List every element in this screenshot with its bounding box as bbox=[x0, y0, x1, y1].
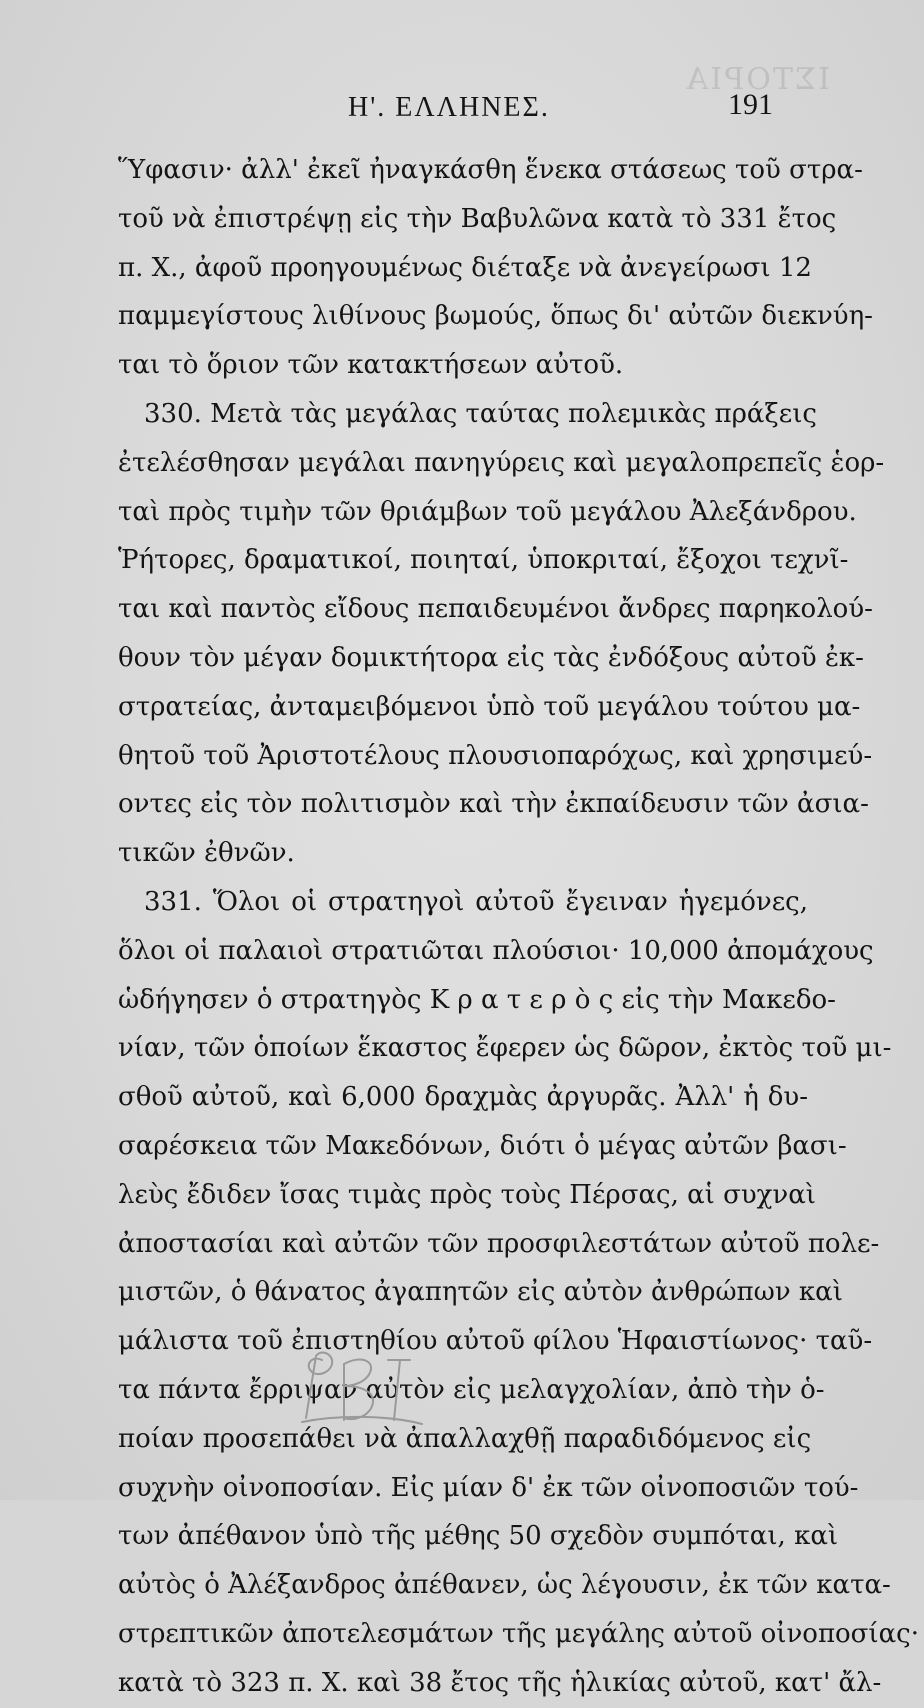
text-line: ποίαν προσεπάθει νὰ ἀπαλλαχθῇ παραδιδόμενος εἰς bbox=[118, 1423, 812, 1454]
text-line: συχνὴν οἰνοποσίαν. Εἰς μίαν δ' ἐκ τῶν οἰνοποσιῶν τού- bbox=[118, 1472, 859, 1503]
text-line: αὐτὸς ὁ Ἀλέξανδρος ἀπέθανεν, ὡς λέγουσιν, ἐκ τῶν κατα- bbox=[118, 1570, 891, 1601]
text-line: Ῥήτορες, δραματικοί, ποιηταί, ὑποκριταί, ἔξοχοι τεχνῖ- bbox=[118, 545, 849, 576]
text-line: σθοῦ αὐτοῦ, καὶ 6,000 δραχμὰς ἀργυρᾶς. Ἀλλ' ἡ δυ- bbox=[118, 1082, 808, 1113]
text-line: νίαν, τῶν ὁποίων ἕκαστος ἔφερεν ὡς δῶρον, ἐκτὸς τοῦ μι- bbox=[118, 1033, 892, 1064]
text-line: ται καὶ παντὸς εἴδους πεπαιδευμένοι ἄνδρες παρηκολού- bbox=[118, 594, 873, 625]
paragraph-331-start: 331. Ὅλοι οἱ στρατηγοὶ αὐτοῦ ἔγειναν ἡγεμόνες, bbox=[144, 886, 808, 917]
paragraph-330-start: 330. Μετὰ τὰς μεγάλας ταύτας πολεμικὰς πράξεις bbox=[144, 398, 817, 429]
text-line: Ὕφασιν· ἀλλ' ἐκεῖ ἠναγκάσθη ἕνεκα στάσεως τοῦ στρα- bbox=[118, 155, 863, 185]
text-line: κατὰ τὸ 323 π. Χ. καὶ 38 ἔτος τῆς ἡλικίας αὐτοῦ, κατ' ἄλ- bbox=[118, 1667, 882, 1698]
text-line: των ἀπέθανον ὑπὸ τῆς μέθης 50 σχεδὸν συμπόται, καὶ bbox=[118, 1521, 839, 1552]
text-line: τικῶν ἐθνῶν. bbox=[118, 838, 295, 869]
text-line: ταὶ πρὸς τιμὴν τῶν θριάμβων τοῦ μεγάλου Ἀλεξάνδρου. bbox=[118, 496, 857, 527]
text-line: ὡδήγησεν ὁ στρατηγὸς Κ ρ α τ ε ρ ὸ ς εἰς τὴν Μακεδο- bbox=[118, 984, 836, 1015]
text-line: στρεπτικῶν ἀποτελεσμάτων τῆς μεγάλης αὐτοῦ οἰνοποσίας· bbox=[118, 1618, 920, 1649]
text-line: π. Χ., ἀφοῦ προηγουμένως διέταξε νὰ ἀνεγείρωσι 12 bbox=[118, 252, 812, 283]
text-line: μιστῶν, ὁ θάνατος ἀγαπητῶν εἰς αὐτὸν ἀνθρώπων καὶ bbox=[118, 1277, 843, 1308]
text-line: θητοῦ τοῦ Ἀριστοτέλους πλουσιοπαρόχως, καὶ χρησιμεύ- bbox=[118, 740, 873, 771]
text-line: ται τὸ ὅριον τῶν κατακτήσεων αὐτοῦ. bbox=[118, 350, 624, 381]
text-line: ὅλοι οἱ παλαιοὶ στρατιῶται πλούσιοι· 10,000 ἀπομάχους bbox=[118, 935, 874, 966]
page-number: 191 bbox=[728, 88, 773, 121]
text-line: τοῦ νὰ ἐπιστρέψῃ εἰς τὴν Βαβυλῶνα κατὰ τὸ 331 ἔτος bbox=[118, 203, 837, 234]
handwritten-monogram-icon bbox=[282, 1340, 442, 1430]
body-text bbox=[118, 146, 920, 1708]
text-line: τα πάντα ἔρριψαν αὐτὸν εἰς μελαγχολίαν, ἀπὸ τὴν ὁ- bbox=[118, 1374, 825, 1405]
running-title: Η'. ΕΛΛΗΝΕΣ. bbox=[348, 92, 550, 123]
text-line: οντες εἰς τὸν πολιτισμὸν καὶ τὴν ἐκπαίδευσιν τῶν ἀσια- bbox=[118, 789, 869, 820]
bleed-through-text: ΙΣΤΟΡΙΑ bbox=[684, 62, 830, 97]
text-line: μάλιστα τοῦ ἐπιστηθίου αὐτοῦ φίλου Ἡφαιστίωνος· ταῦ- bbox=[118, 1326, 873, 1357]
text-line: στρατείας, ἀνταμειβόμενοι ὑπὸ τοῦ μεγάλου τούτου μα- bbox=[118, 691, 861, 722]
text-line: ἀποστασίαι καὶ αὐτῶν τῶν προσφιλεστάτων αὐτοῦ πολε- bbox=[118, 1228, 880, 1259]
text-line: σαρέσκεια τῶν Μακεδόνων, διότι ὁ μέγας αὐτῶν βασι- bbox=[118, 1130, 847, 1161]
text-line: λεὺς ἔδιδεν ἴσας τιμὰς πρὸς τοὺς Πέρσας, αἱ συχναὶ bbox=[118, 1179, 816, 1210]
text-line: ἐτελέσθησαν μεγάλαι πανηγύρεις καὶ μεγαλοπρεπεῖς ἑορ- bbox=[118, 447, 885, 478]
page-header bbox=[0, 88, 924, 128]
text-line: θουν τὸν μέγαν δομικτήτορα εἰς τὰς ἐνδόξους αὐτοῦ ἐκ- bbox=[118, 642, 864, 673]
text-line: παμμεγίστους λιθίνους βωμούς, ὅπως δι' αὐτῶν διεκνύη- bbox=[118, 301, 873, 332]
